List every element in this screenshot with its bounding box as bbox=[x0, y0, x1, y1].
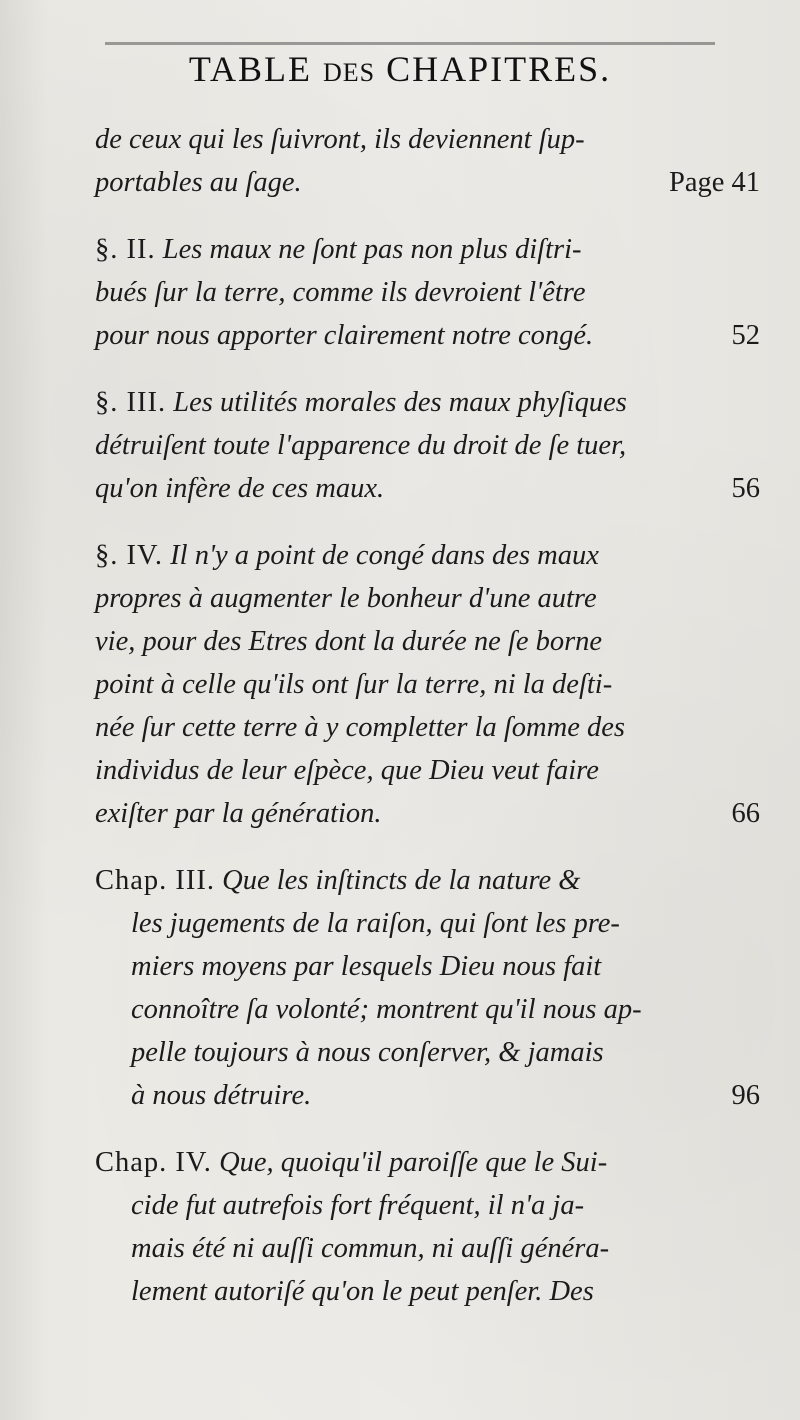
page-number: 56 bbox=[731, 473, 760, 504]
toc-line: cide fut autrefois fort fréquent, il n'a ja- bbox=[131, 1190, 585, 1221]
toc-entry-section-3 bbox=[95, 381, 760, 510]
page-number: 66 bbox=[731, 798, 760, 829]
chapter-label: Chap. IV. bbox=[95, 1147, 212, 1178]
section-label: §. IV. bbox=[95, 540, 164, 571]
toc-line-last bbox=[95, 1074, 760, 1117]
toc-entry-chapter-3 bbox=[95, 859, 760, 1117]
running-head-end: CHAPITRES. bbox=[386, 49, 612, 89]
toc-line bbox=[95, 1141, 760, 1184]
page-word: Page bbox=[668, 167, 725, 198]
toc-entry-continuation bbox=[95, 118, 760, 204]
toc-line-last bbox=[95, 792, 760, 835]
toc-line: les jugements de la raiſon, qui ſont les pre- bbox=[131, 908, 620, 939]
toc-entry-chapter-4 bbox=[95, 1141, 760, 1313]
toc-line: vie, pour des Etres dont la durée ne ſe borne bbox=[95, 626, 603, 657]
toc-line: bués ſur la terre, comme ils devroient l'être bbox=[95, 277, 586, 308]
toc-line-text: Les maux ne ſont pas non plus diſtri- bbox=[162, 234, 582, 265]
toc-line-last bbox=[95, 314, 760, 357]
toc-line-last bbox=[95, 467, 760, 510]
toc-line-text: portables au ſage. bbox=[95, 167, 302, 198]
section-label: §. III. bbox=[95, 387, 167, 418]
toc-line bbox=[95, 228, 760, 271]
section-label: §. II. bbox=[95, 234, 156, 265]
toc-line: point à celle qu'ils ont ſur la terre, ni la deſti- bbox=[95, 669, 613, 700]
toc-line-text: qu'on infère de ces maux. bbox=[95, 473, 385, 504]
toc-line: de ceux qui les ſuivront, ils deviennent ſup- bbox=[95, 124, 585, 155]
running-head-main: TABLE bbox=[188, 49, 312, 89]
toc-entry-section-2 bbox=[95, 228, 760, 357]
toc-line: détruiſent toute l'apparence du droit de ſe tuer, bbox=[95, 430, 627, 461]
toc-line: née ſur cette terre à y completter la ſomme des bbox=[95, 712, 625, 743]
page-number: 52 bbox=[731, 320, 760, 351]
toc-line-text: Que les inſtincts de la nature & bbox=[222, 865, 581, 896]
toc-line: pelle toujours à nous conſerver, & jamais bbox=[131, 1037, 604, 1068]
toc-line-text: à nous détruire. bbox=[131, 1080, 312, 1111]
toc-line: individus de leur eſpèce, que Dieu veut faire bbox=[95, 755, 599, 786]
header-rule bbox=[105, 42, 715, 45]
toc-line bbox=[95, 534, 760, 577]
toc-line bbox=[95, 859, 760, 902]
toc-line: mais été ni auſſi commun, ni auſſi généra- bbox=[131, 1233, 610, 1264]
table-of-contents bbox=[95, 118, 760, 1313]
page-number: 41 bbox=[731, 167, 760, 198]
toc-line: connoître ſa volonté; montrent qu'il nous ap- bbox=[131, 994, 642, 1025]
toc-line: miers moyens par lesquels Dieu nous fait bbox=[131, 951, 602, 982]
toc-line-text: pour nous apporter clairement notre congé. bbox=[95, 320, 594, 351]
toc-line: propres à augmenter le bonheur d'une autre bbox=[95, 583, 597, 614]
chapter-label: Chap. III. bbox=[95, 865, 216, 896]
toc-line-text: exiſter par la génération. bbox=[95, 798, 382, 829]
running-head-small: DES bbox=[322, 58, 376, 87]
toc-line bbox=[95, 381, 760, 424]
running-head bbox=[0, 48, 800, 90]
toc-line: lement autoriſé qu'on le peut penſer. Des bbox=[131, 1276, 594, 1307]
toc-line-last bbox=[95, 161, 760, 204]
toc-line-text: Que, quoiqu'il paroiſſe que le Sui- bbox=[219, 1147, 608, 1178]
toc-line-text: Il n'y a point de congé dans des maux bbox=[170, 540, 599, 571]
page-number: 96 bbox=[731, 1080, 760, 1111]
toc-entry-section-4 bbox=[95, 534, 760, 835]
toc-line-text: Les utilités morales des maux phyſiques bbox=[173, 387, 627, 418]
page-number-ref bbox=[669, 161, 760, 204]
